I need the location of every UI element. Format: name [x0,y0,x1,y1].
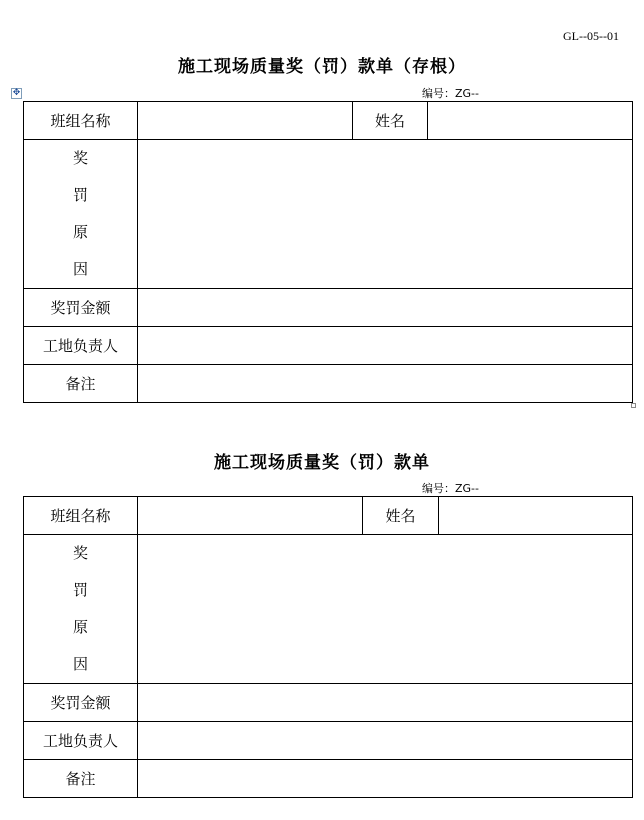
remarks-label: 备注 [24,365,138,403]
site-manager-label: 工地负责人 [24,722,138,760]
amount-label: 奖罚金额 [24,684,138,722]
table-move-icon[interactable]: ✥ [12,88,21,98]
reason-field[interactable] [138,140,633,289]
name-field[interactable] [439,497,633,535]
site-manager-field[interactable] [138,722,633,760]
remarks-field[interactable] [138,365,633,403]
reason-char: 奖 [72,149,88,167]
reason-char: 原 [72,618,88,636]
team-name-field[interactable] [138,497,363,535]
form-title: 施工现场质量奖（罚）款单 [214,453,430,473]
document-code: GL--05--01 [563,29,619,43]
amount-field[interactable] [138,289,633,327]
remarks-label: 备注 [24,760,138,798]
stub-serial-number: 编号：ZG-- [422,87,479,100]
form-table [23,496,633,798]
team-name-field[interactable] [138,102,353,140]
reason-char: 罚 [72,581,88,599]
name-field[interactable] [428,102,633,140]
name-label: 姓名 [363,497,439,535]
reason-char: 原 [72,223,88,241]
reason-char: 因 [72,655,88,673]
reason-char: 罚 [72,186,88,204]
serial-number: 编号：ZG-- [422,482,479,495]
name-label: 姓名 [353,102,428,140]
stub-form-table [23,101,633,403]
reason-label [24,535,138,684]
reason-char: 奖 [72,544,88,562]
reason-field[interactable] [138,535,633,684]
site-manager-label: 工地负责人 [24,327,138,365]
team-name-label: 班组名称 [24,102,138,140]
amount-label: 奖罚金额 [24,289,138,327]
site-manager-field[interactable] [138,327,633,365]
reason-char: 因 [72,260,88,278]
stub-form-title: 施工现场质量奖（罚）款单（存根） [178,57,466,77]
amount-field[interactable] [138,684,633,722]
team-name-label: 班组名称 [24,497,138,535]
reason-label [24,140,138,289]
remarks-field[interactable] [138,760,633,798]
table-resize-icon[interactable] [631,403,636,408]
